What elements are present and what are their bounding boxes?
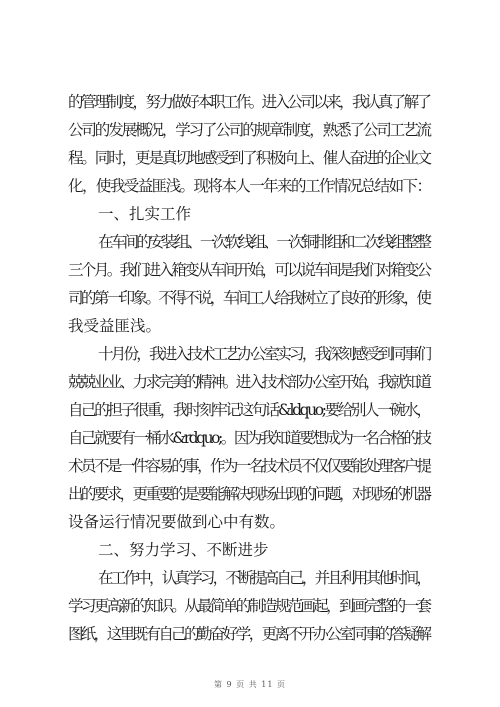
text-line-content: 自己就要有一桶水&rdquo;。因为我知道要想成为一名合格的技 (68, 429, 430, 447)
text-line-content: 出的要求，更重要的是要能解决现场出现的问题，对现场的机器 (68, 485, 430, 503)
text-line-content: 设备运行情况要做到心中有数。 (68, 513, 286, 531)
text-line-content: 在工作中，认真学习，不断提高自己，并且利用其他时间， (98, 569, 430, 587)
text-line-content: 我受益匪浅。 (68, 317, 162, 335)
text-line-content: 学习更高新的知识。从最简单的制造规范画起，到画完整的一套 (68, 597, 430, 615)
text-line-content: 的管理制度，努力做好本职工作。进入公司以来，我认真了解了 (68, 93, 430, 111)
text-line-content: 三个月。我们进入箱变从车间开始，可以说车间是我们对箱变公 (68, 261, 430, 279)
text-line-content: 程。同时，更是真切地感受到了积极向上、催人奋进的企业文 (68, 149, 430, 167)
text-line-content: 十月份，我进入技术工艺办公室实习，我深刻感受到同事们 (98, 345, 430, 363)
text-line-content: 司的第一印象。不得不说，车间工人给我树立了良好的形象，使 (68, 289, 430, 307)
text-line-content: 在车间的安装组、一次软线组、一次铜排组和二次线组整整 (98, 233, 430, 251)
text-line-content: 自己的担子很重，我时刻牢记这句话&ldquo;要给别人一碗水， (68, 401, 430, 419)
page-number-footer: 第 9 页 共 11 页 (214, 680, 286, 689)
text-line-content: 术员不是一件容易的事，作为一名技术员不仅仅要能处理客户提 (68, 457, 430, 475)
section-heading-text: 一、扎实工作 (98, 205, 192, 223)
text-line-content: 公司的发展概况，学习了公司的规章制度，熟悉了公司工艺流 (68, 121, 430, 139)
text-line-content: 图纸，这里既有自己的勤奋好学，更离不开办公室同事的答疑解 (68, 625, 430, 643)
text-line-content: 化，使我受益匪浅。现将本人一年来的工作情况总结如下： (68, 177, 431, 195)
text-line-content: 兢兢业业、力求完美的精神。进入技术部办公室开始，我就知道 (68, 373, 430, 391)
section-heading-text: 二、努力学习、不断进步 (98, 541, 269, 559)
